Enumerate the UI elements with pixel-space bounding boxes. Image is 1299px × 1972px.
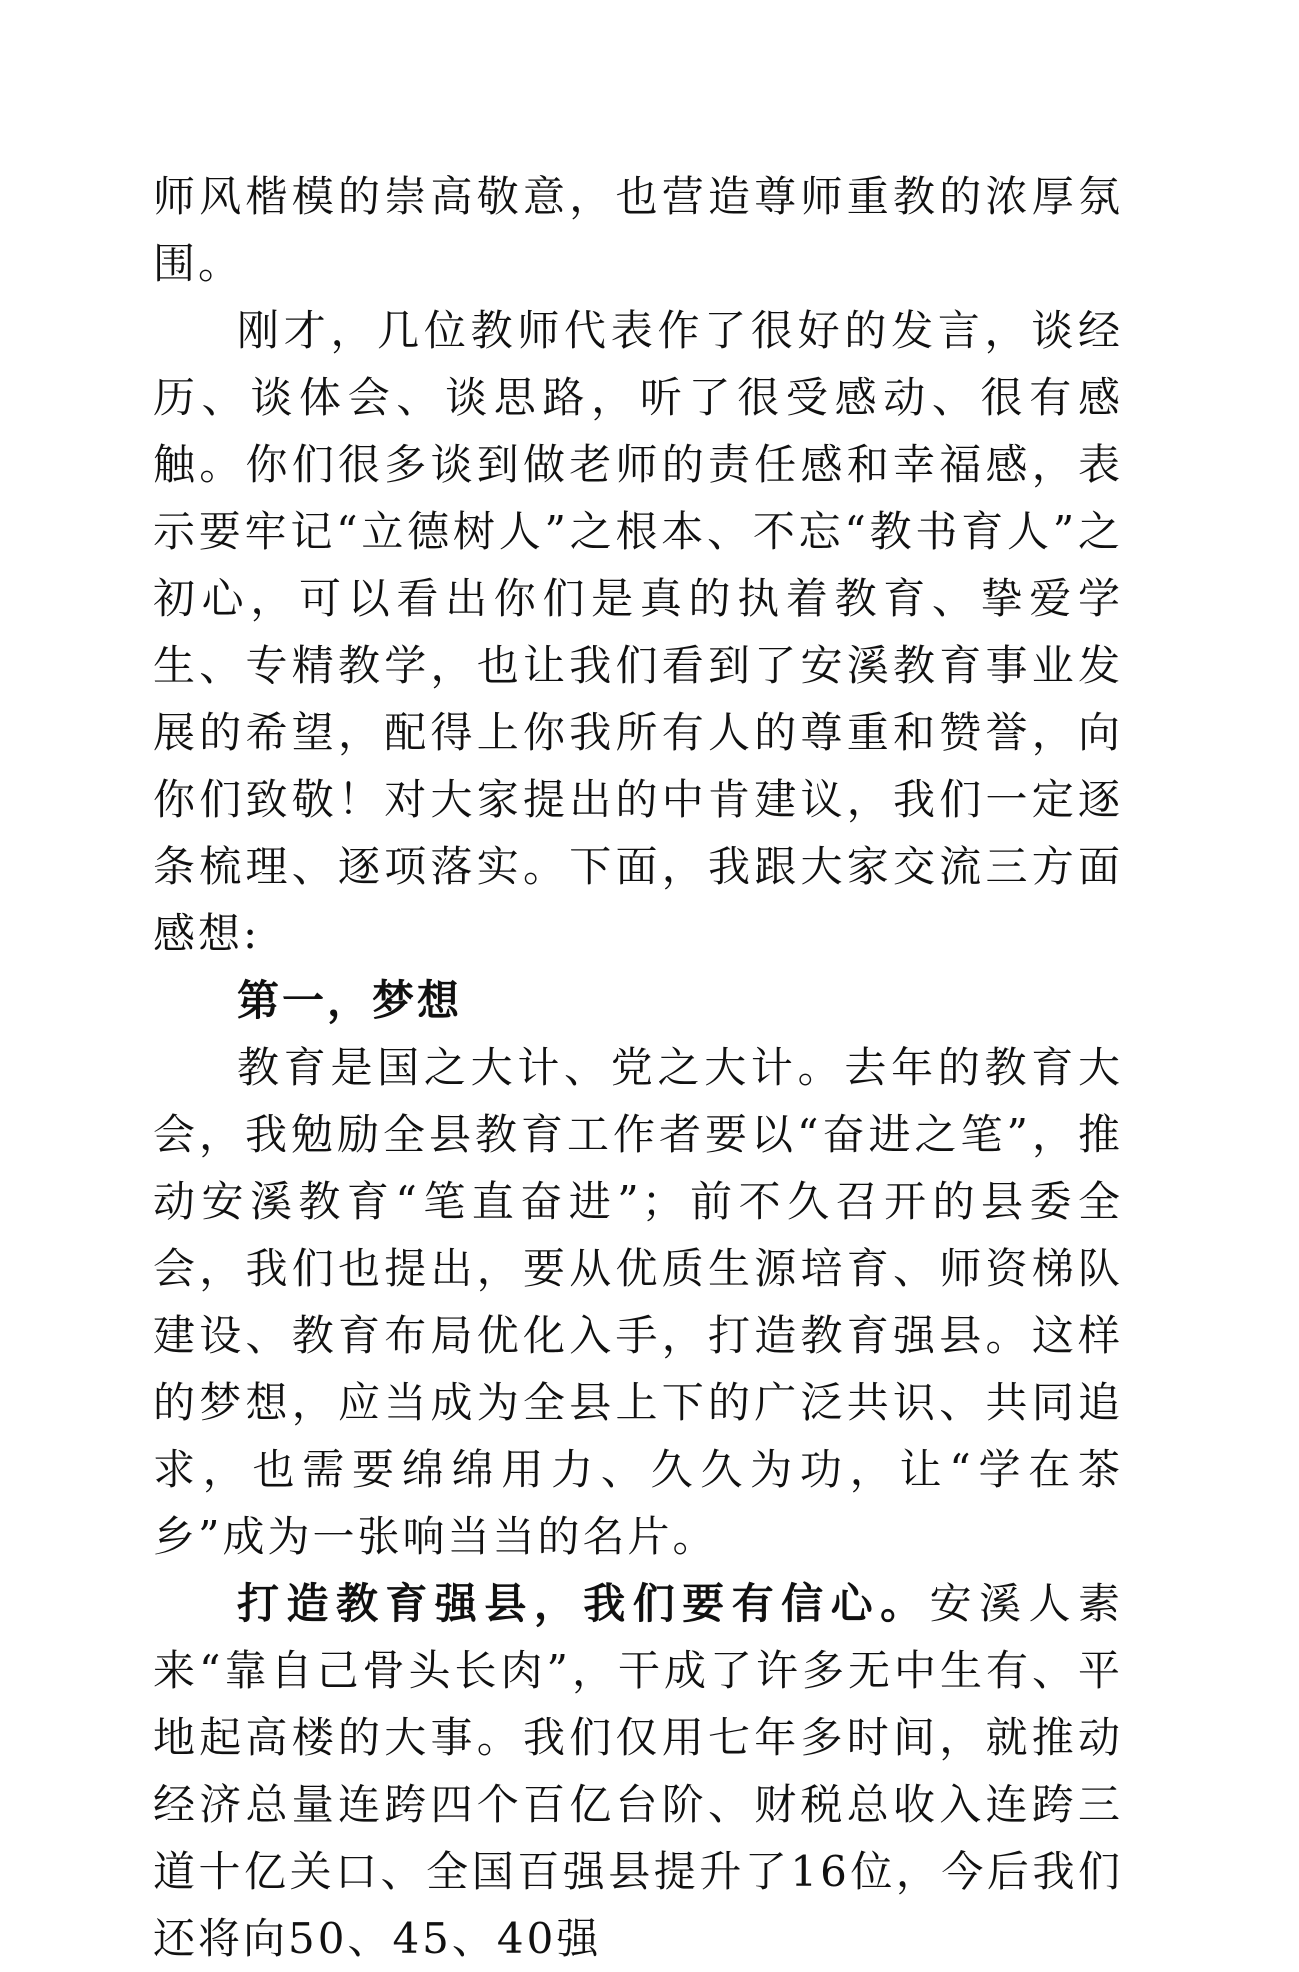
paragraph-teacher-speeches: 刚才，几位教师代表作了很好的发言，谈经历、谈体会、谈思路，听了很受感动、很有感触。你们很多谈到做老师的责任感和幸福感，表示要牢记“立德树人”之根本、不忘“教书育人”之初心，可以看出你们是真的执着教育、挚爱学生、专精教学，也让我们看到了安溪教育事业发展的希望，配得上你我所有人的尊重和赞誉，向你们致敬！对大家提出的中肯建议，我们一定逐条梳理、逐项落实。下面，我跟大家交流三方面感想: xyxy=(153,306,1123,958)
paragraph-education-plan: 教育是国之大计、党之大计。去年的教育大会，我勉励全县教育工作者要以“奋进之笔”，推动安溪教育“笔直奋进”；前不久召开的县委全会，我们也提出，要从优质生源培育、师资梯队建设、教育布局优化入手，打造教育强县。这样的梦想，应当成为全县上下的广泛共识、共同追求，也需要绵绵用力、久久为功，让“学在茶乡”成为一张响当当的名片。 xyxy=(153,1043,1123,1561)
paragraph-lead-sentence: 打造教育强县，我们要有信心。 xyxy=(237,1579,930,1628)
paragraph-continuation: 师风楷模的崇高敬意，也营造尊师重教的浓厚氛围。 xyxy=(153,172,1123,288)
section-heading-dream: 第一，梦想 xyxy=(237,976,463,1025)
paragraph-body-text: 安溪人素来“靠自己骨头长肉”，干成了许多无中生有、平地起高楼的大事。我们仅用七年多时间，就推动经济总量连跨四个百亿台阶、财税总收入连跨三道十亿关口、全国百强县提升了16位，今后我们还将向50、45、40强 xyxy=(153,1579,1123,1963)
document-page xyxy=(153,163,1123,1972)
paragraph-confidence xyxy=(153,1570,1123,1972)
